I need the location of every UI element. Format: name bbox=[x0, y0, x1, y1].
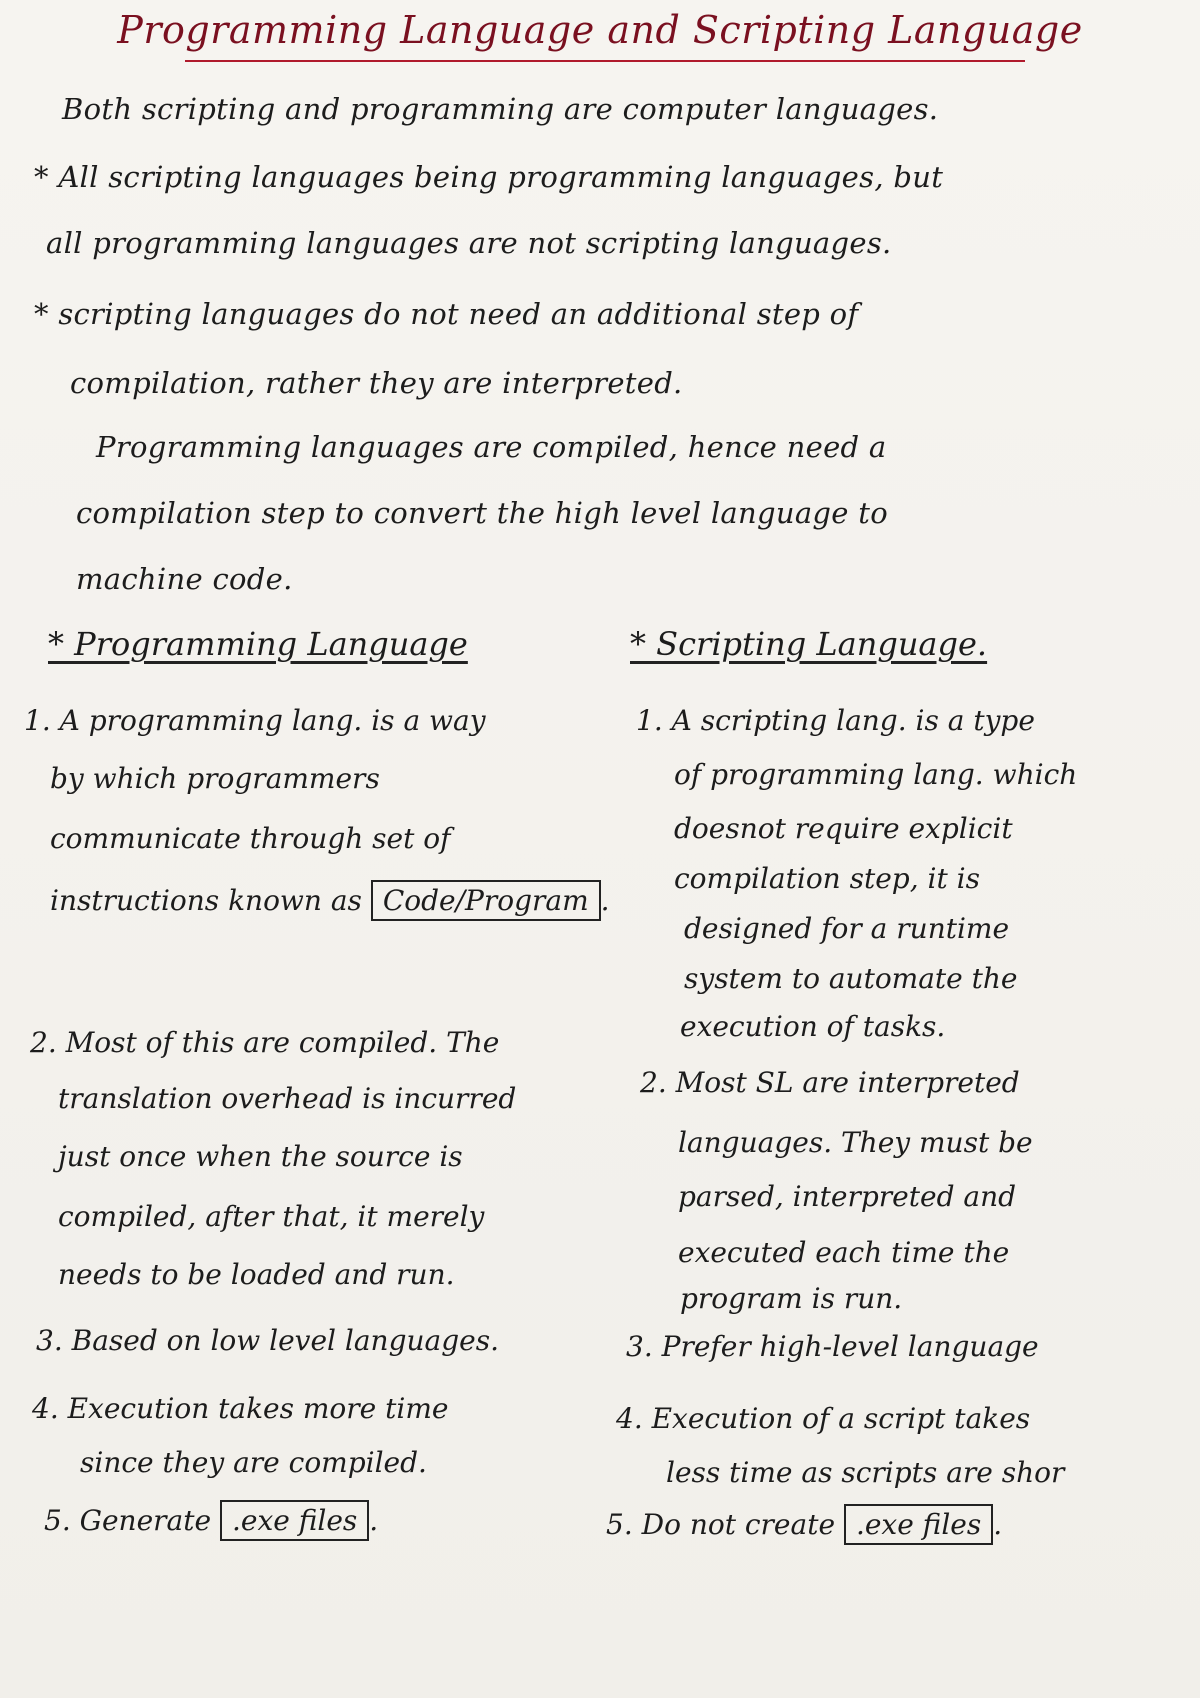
left-point-4: 4. Execution takes more time bbox=[32, 1392, 449, 1425]
right-point-2: executed each time the bbox=[678, 1236, 1010, 1269]
intro-line: machine code. bbox=[76, 562, 293, 596]
left-point-2: compiled, after that, it merely bbox=[58, 1200, 485, 1233]
right-point-5: 5. Do not create .exe files . bbox=[606, 1504, 1002, 1545]
left-point-1: 1. A programming lang. is a way bbox=[24, 704, 486, 737]
left-point-2: just once when the source is bbox=[58, 1140, 463, 1173]
right-point-1: compilation step, it is bbox=[674, 862, 980, 895]
page-title: Programming Language and Scripting Language bbox=[117, 8, 1083, 52]
right-point-2: 2. Most SL are interpreted bbox=[640, 1066, 1020, 1099]
right-point-1: 1. A scripting lang. is a type bbox=[636, 704, 1035, 737]
left-point-2: 2. Most of this are compiled. The bbox=[30, 1026, 500, 1059]
intro-line: all programming languages are not scripting languages. bbox=[46, 226, 892, 260]
intro-line: Both scripting and programming are computer languages. bbox=[62, 92, 939, 126]
left-point-1: by which programmers bbox=[50, 762, 380, 795]
left-point-4: since they are compiled. bbox=[80, 1446, 427, 1479]
left-point-1: communicate through set of bbox=[50, 822, 451, 855]
left-point-2: needs to be loaded and run. bbox=[58, 1258, 455, 1291]
right-point-5-text: 5. Do not create bbox=[606, 1508, 836, 1541]
right-point-4: less time as scripts are shor bbox=[666, 1456, 1065, 1489]
intro-line: Programming languages are compiled, hence need a bbox=[96, 430, 887, 464]
left-point-5-text: 5. Generate bbox=[44, 1504, 212, 1537]
intro-line: compilation, rather they are interpreted. bbox=[70, 366, 683, 400]
exe-files-box: .exe files bbox=[844, 1504, 993, 1545]
left-point-1: instructions known as Code/Program . bbox=[50, 880, 610, 921]
right-point-1: of programming lang. which bbox=[674, 758, 1078, 791]
right-point-3: 3. Prefer high-level language bbox=[626, 1330, 1039, 1363]
right-point-4: 4. Execution of a script takes bbox=[616, 1402, 1031, 1435]
left-point-5: 5. Generate .exe files . bbox=[44, 1500, 378, 1541]
code-program-box: Code/Program bbox=[371, 880, 601, 921]
right-point-2: parsed, interpreted and bbox=[678, 1180, 1017, 1213]
right-point-1: system to automate the bbox=[684, 962, 1018, 995]
right-heading: * Scripting Language. bbox=[630, 625, 988, 663]
left-heading: * Programming Language bbox=[48, 625, 468, 663]
left-point-3: 3. Based on low level languages. bbox=[36, 1324, 499, 1357]
intro-line: * All scripting languages being programming languages, but bbox=[34, 160, 944, 194]
exe-files-box: .exe files bbox=[220, 1500, 369, 1541]
intro-line: * scripting languages do not need an additional step of bbox=[34, 297, 859, 331]
right-point-2: program is run. bbox=[680, 1282, 903, 1315]
intro-line: compilation step to convert the high level language to bbox=[76, 496, 888, 530]
left-point-2: translation overhead is incurred bbox=[58, 1082, 517, 1115]
left-point-1-text: instructions known as bbox=[50, 884, 362, 917]
title-underline bbox=[185, 60, 1025, 62]
right-point-1: doesnot require explicit bbox=[674, 812, 1013, 845]
right-point-2: languages. They must be bbox=[678, 1126, 1033, 1159]
right-point-1: designed for a runtime bbox=[684, 912, 1010, 945]
right-point-1: execution of tasks. bbox=[680, 1010, 946, 1043]
